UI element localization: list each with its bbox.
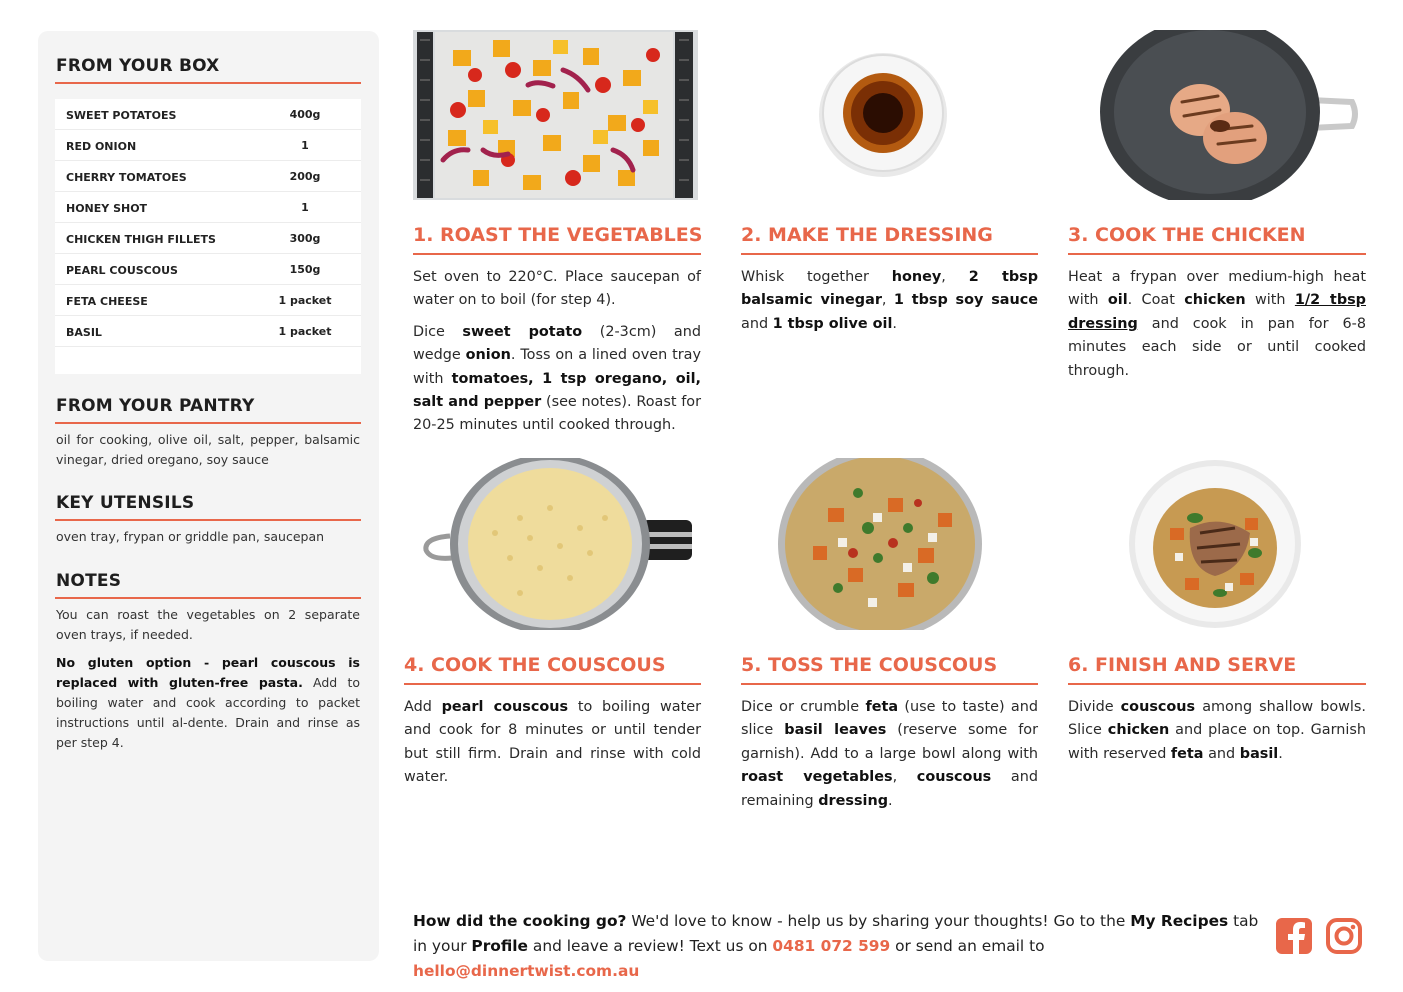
ingredient-bold: pearl couscous [441,699,569,715]
ingredient-row [55,316,361,347]
key-utensils-title: KEY UTENSILS [56,493,195,513]
text-run: . Coat [1127,292,1185,309]
ingredient-name: HONEY SHOT [66,202,148,215]
ingredient-bold: couscous [916,769,992,786]
ingredient-row [55,161,361,192]
facebook-icon[interactable] [1275,917,1313,955]
step-2-paragraph [741,266,1038,336]
ingredient-name: BASIL [66,326,102,339]
ingredient-bold: 1 tbsp olive oil [772,315,893,332]
ingredient-bold: couscous [1120,699,1196,715]
note-rest: Add to boiling water and cook according to packet instructions until al-dente. Drain and rinse as per step 4. [56,675,360,750]
step-5-title: 5. TOSS THE COUSCOUS [741,654,998,676]
from-your-box-title: FROM YOUR BOX [56,56,220,76]
step-divider [404,683,701,685]
couscous-salad-bowl-image [778,458,983,630]
ingredient-bold: honey [891,269,942,285]
ingredient-name: SWEET POTATOES [66,109,177,122]
step-2-text [741,266,1038,336]
text-run: (use to taste) and slice [741,699,1038,739]
text-run: and cook in pan for 6-8 minutes each side or until cooked through. [1068,315,1366,379]
text-run: and [741,315,773,332]
ingredient-bold: basil leaves [784,722,887,739]
ingredient-row [55,285,361,316]
step-1-paragraph [413,266,701,313]
text-run: Heat a frypan over medium-high heat with [1068,269,1366,309]
text-run: tab in your [413,912,1259,955]
ingredient-qty: 400g [289,108,321,121]
text-run: Add [404,699,442,715]
text-run: Divide [1068,699,1121,715]
ingredient-bold: feta [865,699,899,715]
ingredient-bold: chicken [1184,292,1246,309]
ingredient-qty: 150g [289,263,321,276]
text-run: . [892,315,897,332]
text-run: with [1245,292,1295,309]
plated-dish-image [1125,458,1305,630]
ingredient-name: CHICKEN THIGH FILLETS [66,233,216,246]
dressing-bowl-image [803,48,963,178]
step-2-title: 2. MAKE THE DRESSING [741,224,993,246]
ingredient-name: RED ONION [66,140,137,153]
text-run: or send an email to [890,937,1045,955]
step-1-paragraph [413,321,701,438]
text-run: We'd love to know - help us by sharing your thoughts! Go to the [626,912,1131,930]
ingredient-row [55,254,361,285]
text-run: among shallow bowls. Slice [1068,699,1366,739]
from-your-pantry-title: FROM YOUR PANTRY [56,396,255,416]
ingredient-qty: 1 [301,139,309,152]
dressing-underlined: 1/2 tbsp dressing [1068,292,1366,332]
text-run: Dice [413,323,463,340]
ingredient-row [55,99,361,130]
step-1-title: 1. ROAST THE VEGETABLES [413,224,703,246]
footer-question: How did the cooking go? [413,912,627,930]
feedback-footer [413,909,1263,984]
text-run: Whisk together [741,269,892,285]
sidebar [38,31,379,961]
text-run: , [881,292,894,309]
ingredient-row [55,192,361,223]
gluten-note-text [56,653,360,753]
ingredient-qty: 1 packet [278,325,332,338]
note-text: You can roast the vegetables on 2 separate oven trays, if needed. [56,607,360,642]
section-divider [55,519,361,521]
text-run: . [888,792,893,809]
note-bold: No gluten option - pearl couscous is replaced with gluten-free pasta. [56,655,360,690]
section-divider [55,82,361,84]
text-run: and place on top. Garnish with reserved [1068,722,1366,762]
step-divider [1068,253,1366,255]
text-run: Set oven to 220°C. Place saucepan of water on to boil (for step 4). [413,269,701,309]
text-run: and [1203,745,1240,762]
pantry-text: oil for cooking, olive oil, salt, pepper, balsamic vinegar, dried oregano, soy sauce [56,432,360,467]
text-run: (2-3cm) and wedge [413,323,701,364]
step-4-text [404,696,701,790]
ingredient-bold: 1 tbsp soy sauce [893,292,1038,309]
email-link[interactable]: hello@dinnertwist.com.au [413,962,640,980]
step-3-title: 3. COOK THE CHICKEN [1068,224,1306,246]
ingredient-qty: 200g [289,170,321,183]
step-divider [741,683,1038,685]
section-divider [55,597,361,599]
ingredient-name: FETA CHEESE [66,295,148,308]
step-3-text [1068,266,1366,383]
text-run: and remaining [741,769,1038,809]
step-divider [1068,683,1366,685]
ingredient-bold: sweet potato [462,323,583,340]
step-6-text [1068,696,1366,766]
ingredient-bold: dressing [818,792,889,809]
text-run: to boiling water and cook for 8 minutes or until tender but still firm. Drain and rinse with cold water. [404,699,701,786]
step-5-text [741,696,1038,813]
notes-title: NOTES [56,571,122,591]
step-1-text [413,266,701,438]
text-run: (reserve some for garnish). Add to a large bowl along with [741,722,1038,762]
step-divider [741,253,1038,255]
ingredient-name: PEARL COUSCOUS [66,264,178,277]
step-6-paragraph [1068,696,1366,766]
step-4-title: 4. COOK THE COUSCOUS [404,654,666,676]
text-run: , [892,769,917,786]
text-run: (see notes). Roast for 20-25 minutes until cooked through. [413,394,701,434]
step-5-paragraph [741,696,1038,813]
ingredient-bold: tomatoes, 1 tsp oregano, oil, salt and pepper [413,370,701,411]
text-run: and leave a review! Text us on [528,937,773,955]
profile-label: Profile [471,937,528,955]
ingredient-bold: basil [1239,745,1279,762]
chicken-frypan-image [1100,30,1365,200]
instagram-icon[interactable] [1325,917,1363,955]
text-run: . [1278,745,1283,762]
my-recipes-label: My Recipes [1130,912,1229,930]
ingredient-bold: feta [1170,745,1204,762]
ingredient-qty: 300g [289,232,321,245]
text-run: . Toss on a lined oven tray with [413,347,702,387]
utensils-text: oven tray, frypan or griddle pan, saucepan [56,529,325,544]
roasting-tray-vegetables-image [413,30,698,200]
ingredient-row [55,130,361,161]
ingredient-bold: onion [465,347,511,364]
ingredient-bold: roast vegetables [741,769,893,786]
ingredient-bold: chicken [1107,722,1170,739]
phone-number[interactable]: 0481 072 599 [772,937,891,955]
ingredient-row [55,223,361,254]
ingredients-table [55,99,361,374]
ingredient-qty: 1 [301,201,309,214]
couscous-saucepan-image [420,458,695,630]
ingredient-bold: 2 tbsp balsamic vinegar [741,269,1038,309]
ingredient-qty: 1 packet [278,294,332,307]
step-6-title: 6. FINISH AND SERVE [1068,654,1297,676]
text-run: , [941,269,969,285]
step-4-paragraph [404,696,701,790]
ingredient-bold: oil [1107,292,1128,309]
text-run: Dice or crumble [741,699,866,715]
step-divider [413,253,701,255]
step-3-paragraph [1068,266,1366,383]
section-divider [55,422,361,424]
ingredient-name: CHERRY TOMATOES [66,171,187,184]
